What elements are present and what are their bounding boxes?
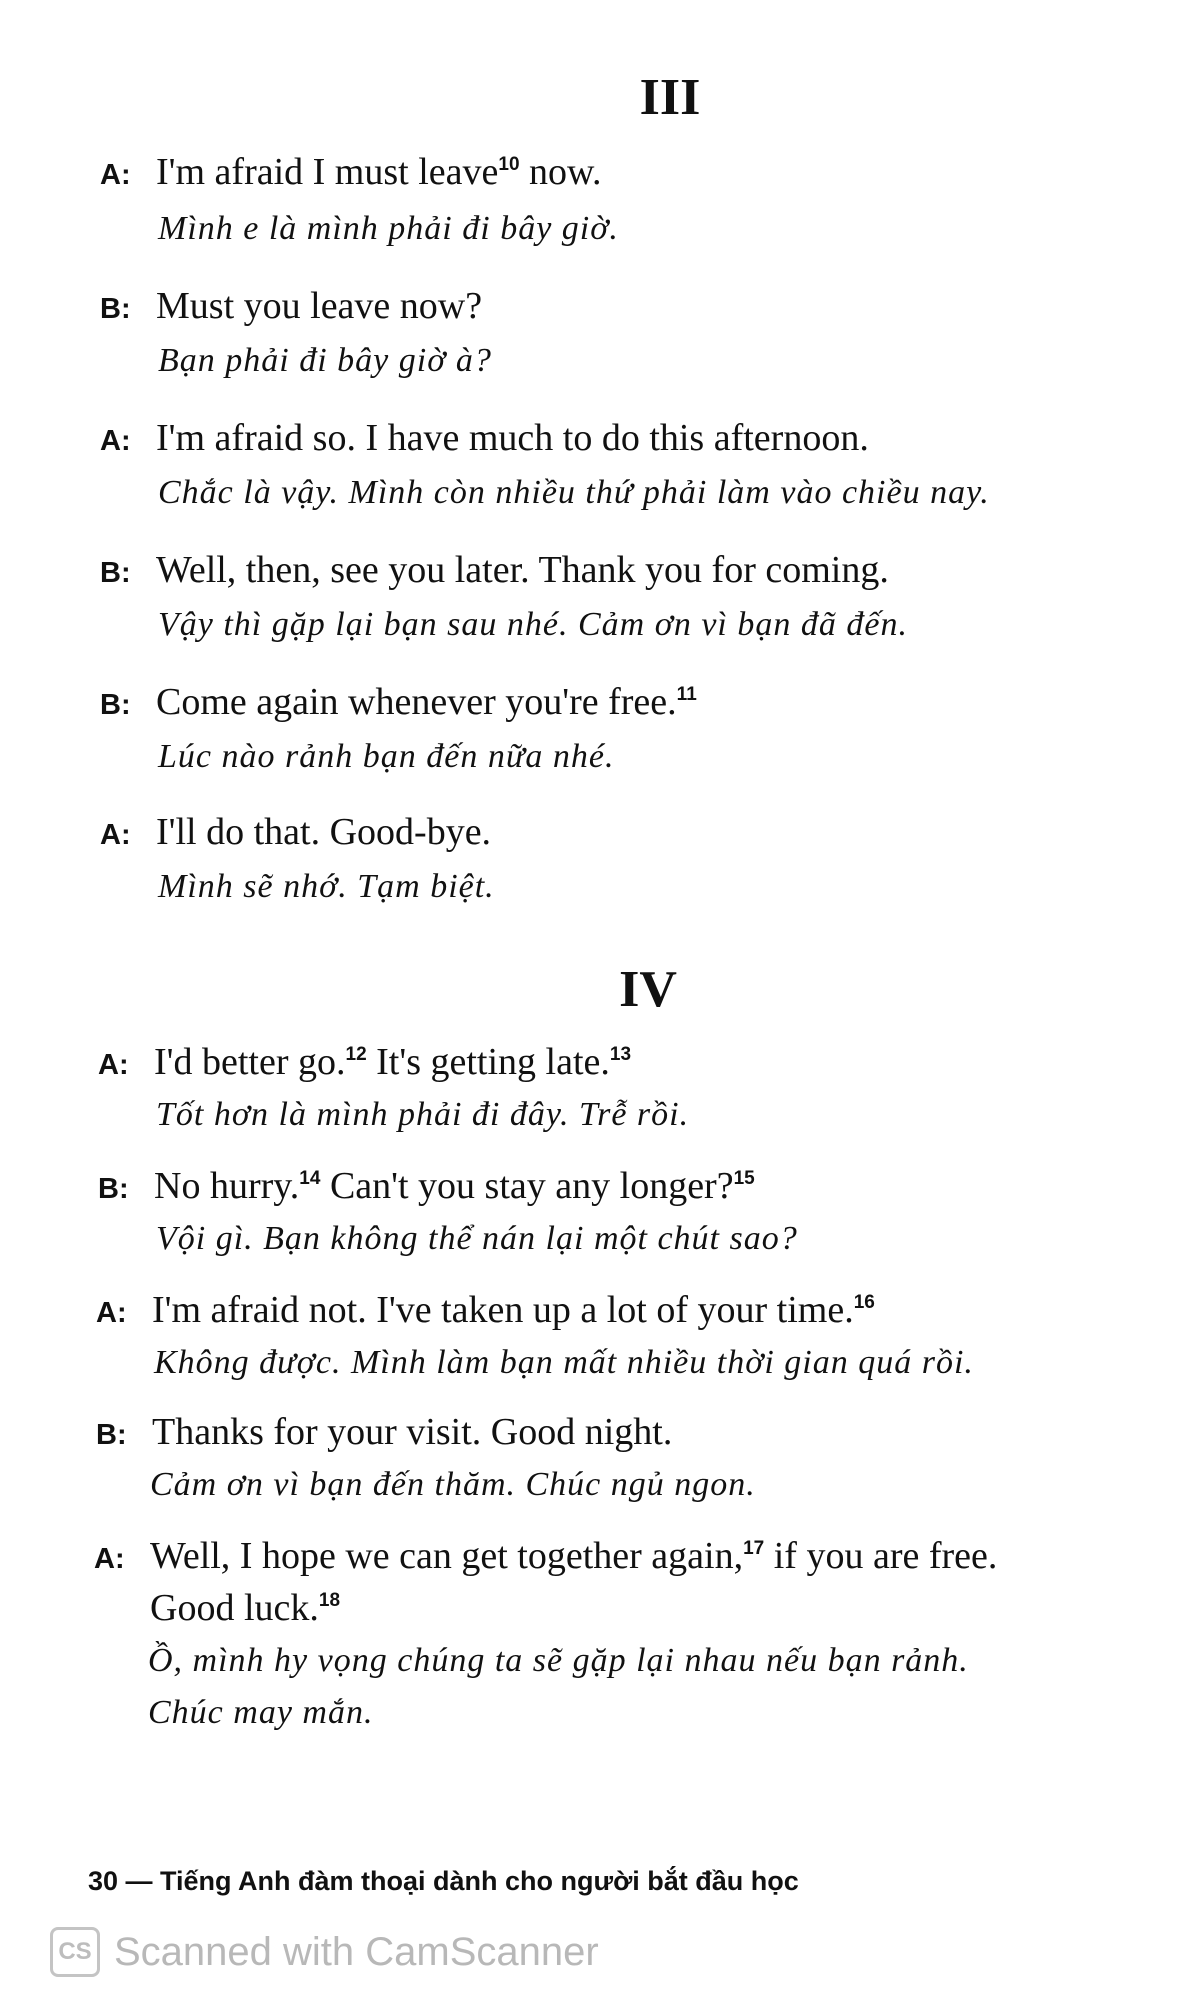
dialogue-line-en	[98, 1040, 631, 1087]
line-text: It's getting late.	[366, 1041, 610, 1083]
dialogue-line-en	[100, 680, 697, 727]
speaker-label: B:	[100, 689, 131, 721]
section-title-iii: III	[639, 69, 701, 126]
footnote-ref: 14	[299, 1168, 321, 1189]
footnote-ref: 16	[853, 1292, 875, 1313]
dialogue-line-en	[96, 1288, 875, 1335]
translation-line: Mình sẽ nhớ. Tạm biệt.	[158, 868, 495, 905]
footnote-ref: 15	[733, 1168, 755, 1189]
speaker-label: B:	[100, 293, 131, 325]
page-footer: 30 — Tiếng Anh đàm thoại dành cho người bắt đầu học	[88, 1866, 799, 1896]
section-title-iv: IV	[619, 961, 677, 1018]
line-text: No hurry.	[154, 1165, 300, 1207]
line-text: if you are free.	[764, 1535, 998, 1577]
translation-line: Cảm ơn vì bạn đến thăm. Chúc ngủ ngon.	[150, 1466, 756, 1503]
watermark-text: Scanned with CamScanner	[114, 1929, 599, 1974]
speaker-label: A:	[100, 425, 131, 457]
dialogue-line-en	[100, 416, 869, 463]
dialogue-line-en	[98, 1164, 755, 1211]
camscanner-watermark	[50, 1924, 599, 1980]
translation-line: Lúc nào rảnh bạn đến nữa nhé.	[158, 738, 615, 775]
line-text: I'm afraid not. I've taken up a lot of your time.	[152, 1289, 854, 1331]
line-text: Well, then, see you later. Thank you for coming.	[156, 549, 889, 591]
line-text: Thanks for your visit. Good night.	[152, 1411, 673, 1453]
translation-line: Bạn phải đi bây giờ à?	[158, 342, 492, 379]
camscanner-logo-icon: CS	[50, 1927, 100, 1977]
translation-line: Tốt hơn là mình phải đi đây. Trễ rồi.	[156, 1096, 690, 1133]
line-text: I'm afraid so. I have much to do this afternoon.	[156, 417, 869, 459]
dialogue-line-en	[100, 150, 602, 197]
line-text: Must you leave now?	[156, 285, 483, 327]
footnote-ref: 17	[743, 1538, 765, 1559]
translation-line: Mình e là mình phải đi bây giờ.	[158, 210, 619, 247]
dialogue-line-en	[96, 1410, 672, 1457]
translation-line: Không được. Mình làm bạn mất nhiều thời gian quá rồi.	[154, 1344, 974, 1381]
line-text: Can't you stay any longer?	[320, 1165, 734, 1207]
dialogue-line-en	[100, 548, 889, 595]
translation-line: Ồ, mình hy vọng chúng ta sẽ gặp lại nhau nếu bạn rảnh.	[148, 1642, 969, 1679]
line-text: I'd better go.	[154, 1041, 346, 1083]
dialogue-line-en	[100, 284, 482, 331]
speaker-label: B:	[100, 557, 131, 589]
speaker-label: B:	[96, 1419, 127, 1451]
line-text: I'm afraid I must leave	[156, 151, 499, 193]
footnote-ref: 11	[676, 684, 697, 705]
line-text: Well, I hope we can get together again,	[150, 1535, 744, 1577]
speaker-label: A:	[100, 819, 131, 851]
translation-line: Vội gì. Bạn không thể nán lại một chút sao?	[156, 1220, 798, 1257]
line-text: Good luck.	[150, 1587, 319, 1629]
footnote-ref: 18	[318, 1590, 341, 1611]
dialogue-line-en-cont	[150, 1586, 340, 1630]
line-text: now.	[519, 151, 602, 193]
speaker-label: A:	[96, 1297, 127, 1329]
speaker-label: A:	[94, 1543, 125, 1575]
speaker-label: B:	[98, 1173, 129, 1205]
footnote-ref: 12	[345, 1044, 367, 1065]
translation-line: Chắc là vậy. Mình còn nhiều thứ phải làm vào chiều nay.	[158, 474, 990, 511]
speaker-label: A:	[98, 1049, 129, 1081]
line-text: Come again whenever you're free.	[156, 681, 677, 723]
line-text: I'll do that. Good-bye.	[156, 811, 492, 853]
dialogue-line-en	[94, 1534, 997, 1581]
speaker-label: A:	[100, 159, 131, 191]
footnote-ref: 10	[498, 154, 520, 175]
dialogue-line-en	[100, 810, 491, 857]
translation-line: Vậy thì gặp lại bạn sau nhé. Cảm ơn vì bạn đã đến.	[158, 606, 908, 643]
translation-line-cont: Chúc may mắn.	[148, 1694, 374, 1731]
footnote-ref: 13	[609, 1044, 632, 1065]
